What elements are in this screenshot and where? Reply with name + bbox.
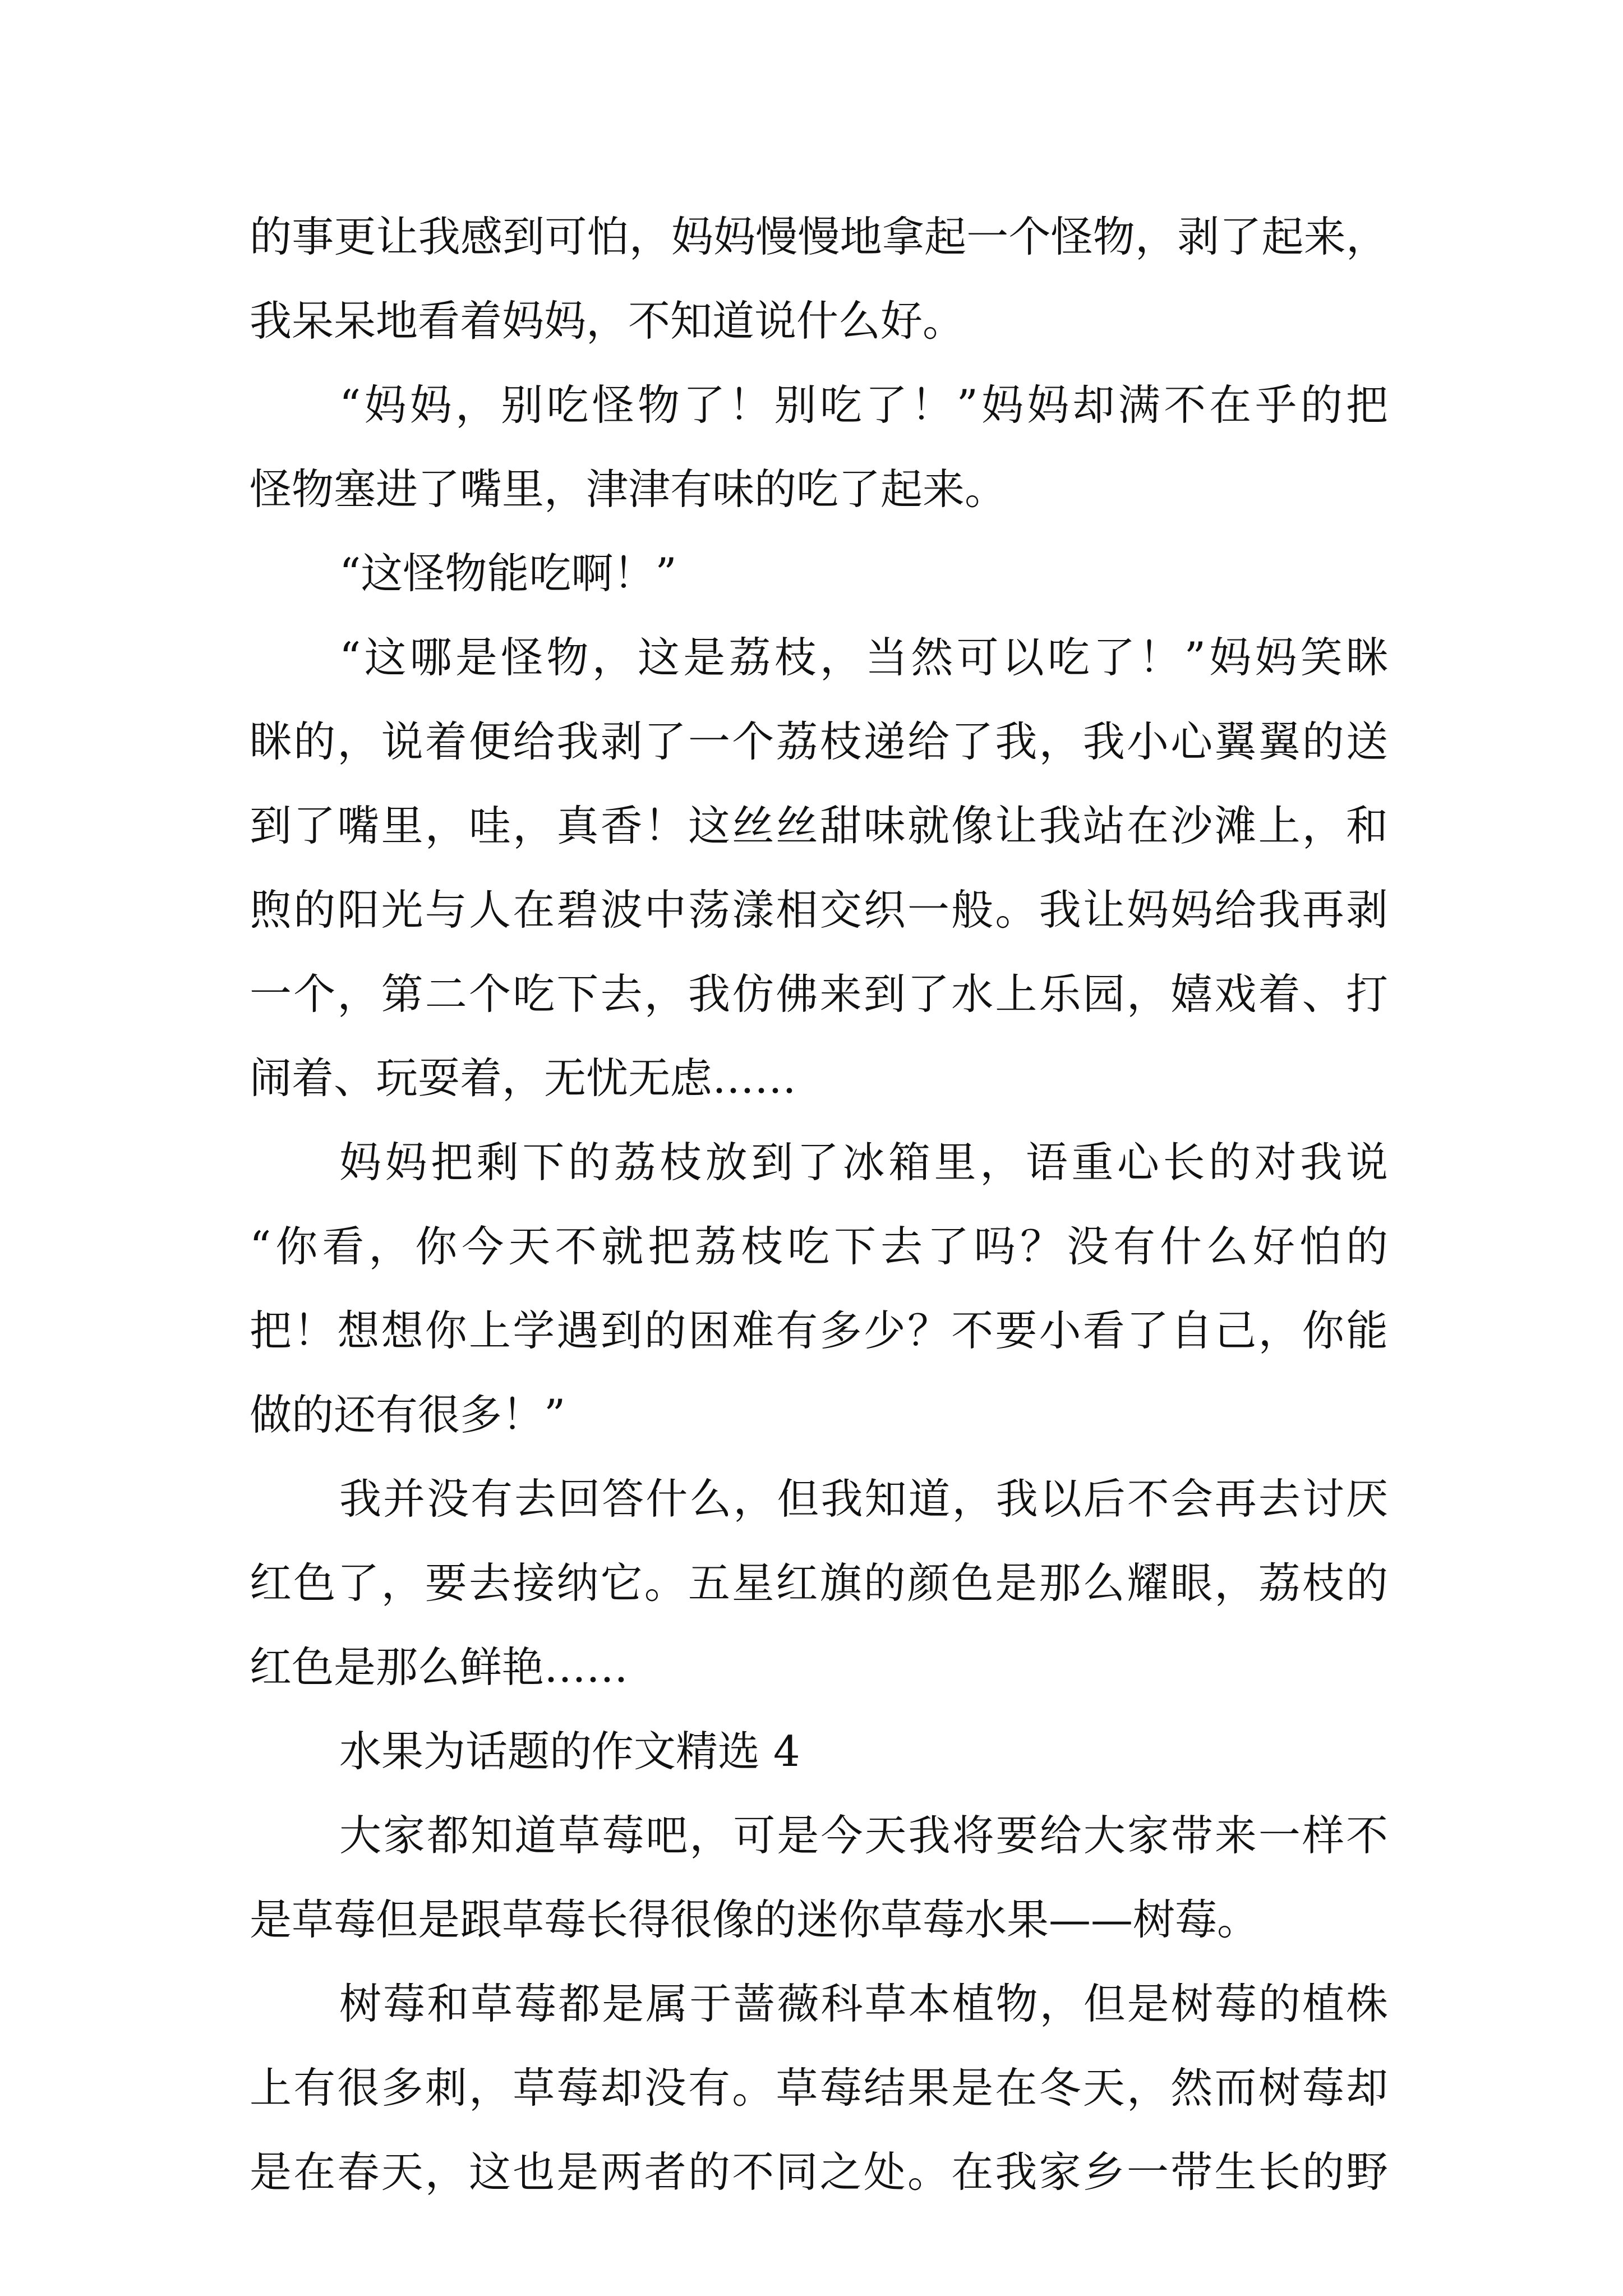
text-line: 是草莓但是跟草莓长得很像的迷你草莓水果——树莓。 [250, 1895, 1260, 1944]
text-line: 红色是那么鲜艳…… [250, 1642, 629, 1692]
section-heading: 水果为话题的作文精选 4 [339, 1727, 800, 1776]
text-line: 我呆呆地看着妈妈，不知道说什么好。 [250, 296, 965, 346]
text-line: 到了嘴里，哇，真香！这丝丝甜味就像让我站在沙滩上，和 [250, 801, 1388, 850]
text-line: “这哪是怪物，这是荔枝，当然可以吃了！”妈妈笑眯 [339, 633, 1388, 682]
text-line: 是在春天，这也是两者的不同之处。在我家乡一带生长的野 [250, 2147, 1388, 2197]
text-line: 煦的阳光与人在碧波中荡漾相交织一般。我让妈妈给我再剥 [250, 885, 1388, 935]
text-line: 闹着、玩耍着，无忧无虑…… [250, 1053, 797, 1103]
text-line: 大家都知道草莓吧，可是今天我将要给大家带来一样不 [339, 1811, 1388, 1860]
text-line: “这怪物能吃啊！” [339, 549, 677, 598]
text-line: 树莓和草莓都是属于蔷薇科草本植物，但是树莓的植株 [339, 1979, 1388, 2028]
text-line: 妈妈把剩下的荔枝放到了冰箱里，语重心长的对我说 [339, 1138, 1388, 1187]
text-line: 上有很多刺，草莓却没有。草莓结果是在冬天，然而树莓却 [250, 2063, 1388, 2113]
text-line: “你看，你今天不就把荔枝吃下去了吗？没有什么好怕的 [250, 1222, 1388, 1271]
text-line: 做的还有很多！” [250, 1390, 566, 1439]
text-line: 把！想想你上学遇到的困难有多少？不要小看了自己，你能 [250, 1306, 1388, 1355]
text-line: 一个，第二个吃下去，我仿佛来到了水上乐园，嬉戏着、打 [250, 969, 1388, 1019]
text-line: 红色了，要去接纳它。五星红旗的颜色是那么耀眼，荔枝的 [250, 1558, 1388, 1608]
text-line: 怪物塞进了嘴里，津津有味的吃了起来。 [250, 464, 1007, 514]
text-line: 的事更让我感到可怕，妈妈慢慢地拿起一个怪物，剥了起来， [250, 212, 1388, 261]
text-line: “妈妈，别吃怪物了！别吃了！”妈妈却满不在乎的把 [339, 380, 1388, 430]
text-line: 我并没有去回答什么，但我知道，我以后不会再去讨厌 [339, 1474, 1388, 1524]
text-line: 眯的，说着便给我剥了一个荔枝递给了我，我小心翼翼的送 [250, 717, 1388, 766]
